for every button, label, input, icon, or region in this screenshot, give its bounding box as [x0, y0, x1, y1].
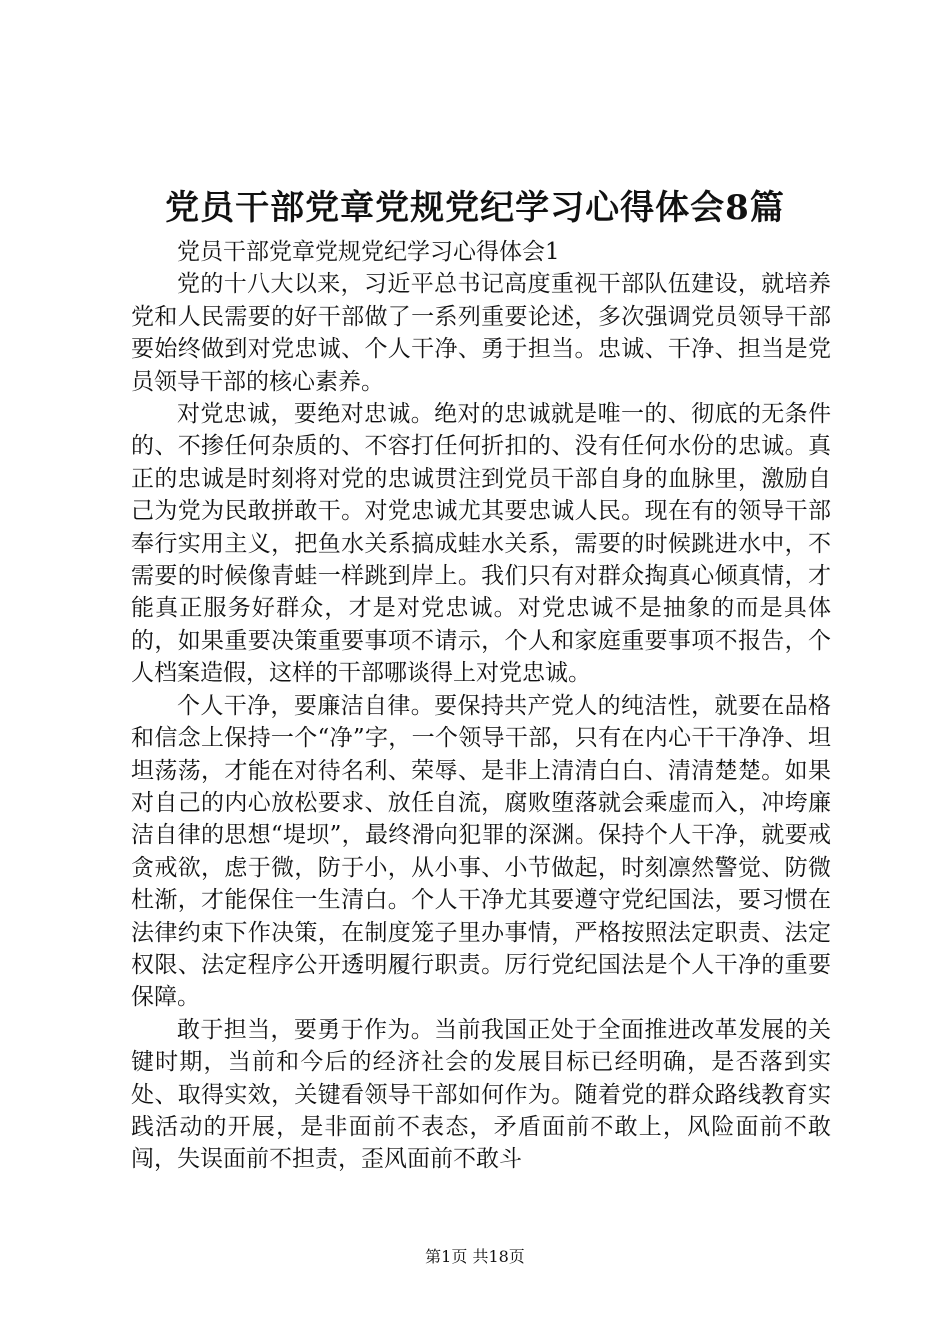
section-subtitle: 党员干部党章党规党纪学习心得体会1: [177, 239, 560, 265]
paragraph: 对党忠诚，要绝对忠诚。绝对的忠诚就是唯一的、彻底的无条件的、不掺任何杂质的、不容打任何折扣的、没有任何水份的忠诚。真正的忠诚是时刻将对党的忠诚贯注到党员干部自身的血脉里，激励自己为党为民敢拼敢干。对党忠诚尤其要忠诚人民。现在有的领导干部奉行实用主义，把鱼水关系搞成蛙水关系，需要的时候跳进水中，不需要的时候像青蛙一样跳到岸上。我们只有对群众掏真心倾真情，才能真正服务好群众，才是对党忠诚。对党忠诚不是抽象的而是具体的，如果重要决策重要事项不请示，个人和家庭重要事项不报告，个人档案造假，这样的干部哪谈得上对党忠诚。: [131, 401, 831, 687]
document-body: [131, 236, 831, 1176]
page-number-footer: 第1页 共18页: [425, 1247, 525, 1266]
paragraph: 个人干净，要廉洁自律。要保持共产党人的纯洁性，就要在品格和信念上保持一个“净”字，一个领导干部，只有在内心干干净净、坦坦荡荡，才能在对待名利、荣辱、是非上清清白白、清清楚楚。如果对自己的内心放松要求、放任自流，腐败堕落就会乘虚而入，冲垮廉洁自律的思想“堤坝”，最终滑向犯罪的深渊。保持个人干净，就要戒贪戒欲，虑于微，防于小，从小事、小节做起，时刻凛然警觉、防微杜渐，才能保住一生清白。个人干净尤其要遵守党纪国法，要习惯在法律约束下作决策，在制度笼子里办事情，严格按照法定职责、法定权限、法定程序公开透明履行职责。厉行党纪国法是个人干净的重要保障。: [131, 692, 831, 1011]
document-title: 党员干部党章党规党纪学习心得体会8篇: [165, 188, 785, 228]
paragraph: 党的十八大以来，习近平总书记高度重视干部队伍建设，就培养党和人民需要的好干部做了一系列重要论述，多次强调党员领导干部要始终做到对党忠诚、个人干净、勇于担当。忠诚、干净、担当是党员领导干部的核心素养。: [131, 271, 831, 395]
paragraph: 敢于担当，要勇于作为。当前我国正处于全面推进改革发展的关键时期，当前和今后的经济社会的发展目标已经明确，是否落到实处、取得实效，关键看领导干部如何作为。随着党的群众路线教育实践活动的开展，是非面前不表态，矛盾面前不敢上，风险面前不敢闯，失误面前不担责，歪风面前不敢斗: [131, 1016, 831, 1173]
